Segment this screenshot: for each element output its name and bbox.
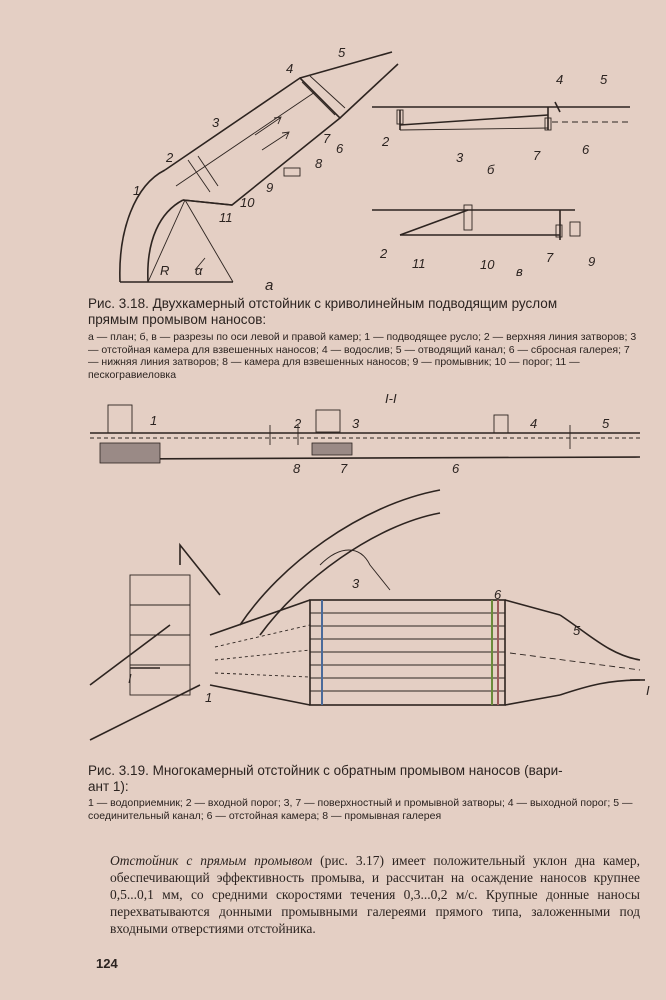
plan-label-1: 1 (133, 183, 141, 198)
section-label-5: 5 (602, 416, 610, 431)
section-label-2: 2 (294, 416, 302, 431)
section-b-label-2: 2 (382, 134, 390, 149)
plan-label-10: 10 (240, 195, 255, 210)
section-title: I-I (385, 391, 397, 406)
figure-3-19-caption (88, 763, 643, 795)
body-italic-lead: Отстойник с прямым промывом (110, 853, 313, 868)
section-label-8: 8 (293, 461, 301, 476)
section-b-label-5: 5 (600, 72, 608, 87)
figure-3-19-drawing (0, 385, 666, 755)
section-label-6: 6 (452, 461, 460, 476)
section-i-i (90, 391, 640, 476)
view-letter-v: в (516, 264, 523, 279)
angle-label: α (195, 263, 203, 278)
plan-view-a (120, 45, 398, 294)
figure-3-19-caption-line1: Рис. 3.19. Многокамерный отстойник с обратным промывом наносов (вари- (88, 763, 563, 778)
plan-label-3: 3 (212, 115, 220, 130)
figure-3-18-caption-line1: Рис. 3.18. Двухкамерный отстойник с криволинейным подводящим руслом (88, 296, 558, 311)
plan-label-3: 3 (352, 576, 360, 591)
cut-label-right: I (646, 683, 650, 698)
plan-label-6: 6 (494, 587, 502, 602)
body-paragraph-text: (рис. 3.17) имеет положительный уклон дна камер, обеспечивающий эффективность промыва, и рассчитан на осаждение наносов крупнее 0,5...0,1 мм, со средними скоростями течения 0,3...0,2 м/с. Крупные донные наносы перехватываются донными промывными галереями прямого типа, заложенными под входными отверстиями отстойника. (110, 853, 640, 936)
section-b-label-3: 3 (456, 150, 464, 165)
plan-label-5: 5 (573, 623, 581, 638)
plan-label-2: 2 (166, 150, 174, 165)
plan-label-1: 1 (205, 690, 213, 705)
section-v-label-9: 9 (588, 254, 596, 269)
section-v-label-11: 11 (412, 256, 426, 271)
plan-label-5: 5 (338, 45, 346, 60)
section-label-3: 3 (352, 416, 360, 431)
radius-label: R (160, 263, 170, 278)
figure-3-18-caption (88, 296, 643, 328)
cut-label-left: I (128, 671, 132, 686)
section-label-4: 4 (530, 416, 538, 431)
section-v-label-2: 2 (380, 246, 388, 261)
plan-label-9: 9 (266, 180, 274, 195)
plan-label-8: 8 (315, 156, 323, 171)
figure-3-19-legend: 1 — водоприемник; 2 — входной порог; 3, 7 — поверхностный и промывной затворы; 4 — выходной порог; 5 — соединительный канал; 6 — отстойная камера; 8 — промывная галерея (88, 797, 633, 822)
plan-label-4: 4 (286, 61, 294, 76)
view-letter-b: б (487, 162, 495, 177)
figure-3-18-legend: а — план; б, в — разрезы по оси левой и правой камер; 1 — подводящее русло; 2 — верхняя линия затворов; 3 — отстойная камера для взвешенных наносов; 4 — водослив; 5 — отводящий канал; 6 — сбросная галерея; 7 — нижняя линия затворов; 8 — камера для взвешенных наносов; 9 — промывник; 10 — порог; 11 — пескогравиеловка (88, 331, 637, 381)
section-label-1: 1 (150, 413, 158, 428)
section-b-label-6: 6 (582, 142, 590, 157)
figure-3-18-drawing (0, 0, 666, 295)
body-paragraph (88, 852, 640, 937)
section-b-label-4: 4 (556, 72, 564, 87)
section-v-label-7: 7 (546, 250, 554, 265)
settler-plan (90, 490, 650, 740)
figure-3-19-caption-line2: ант 1): (88, 779, 129, 794)
section-label-7: 7 (340, 461, 348, 476)
view-letter-a: а (265, 277, 274, 294)
section-b-label-7: 7 (533, 148, 541, 163)
section-view-b (372, 72, 630, 177)
plan-label-11: 11 (219, 210, 233, 225)
page-number: 124 (96, 956, 118, 971)
figure-3-18-caption-line2: прямым промывом наносов: (88, 312, 267, 327)
plan-label-6: 6 (336, 141, 344, 156)
section-v-label-10: 10 (480, 257, 495, 272)
section-view-v (372, 205, 595, 279)
plan-label-7: 7 (323, 131, 331, 146)
